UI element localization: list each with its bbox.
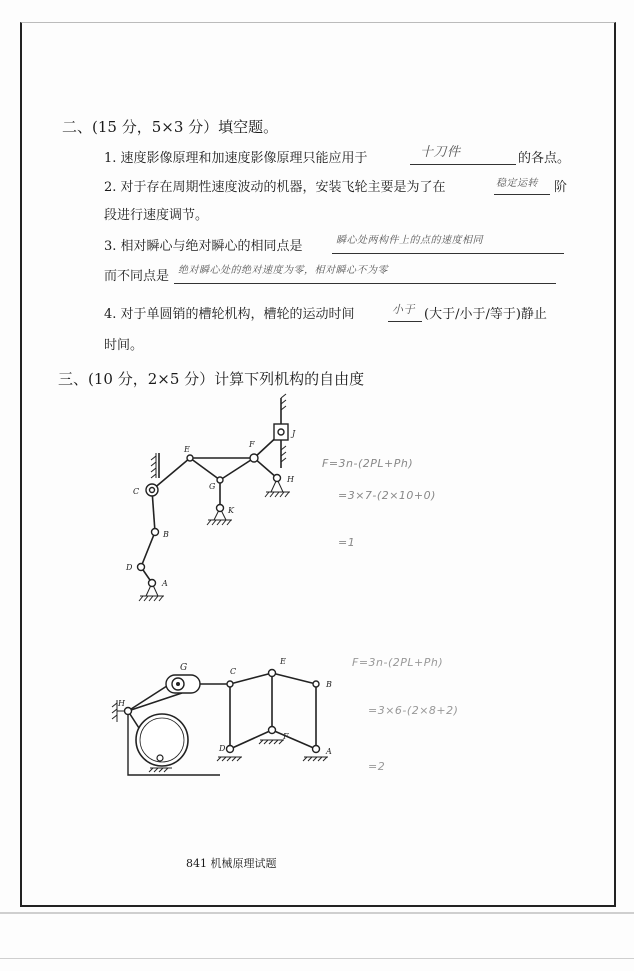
fig2-label-F: F (283, 732, 289, 741)
q1-handwritten-answer: 十刀件 (420, 145, 461, 160)
joint-B (152, 529, 159, 536)
q3-text-a: 3. 相对瞬心与绝对瞬心的相同点是 (104, 239, 303, 254)
hw-calc2-line3: =2 (368, 760, 386, 773)
q3-text-b: 而不同点是 (104, 269, 170, 284)
fig1-label-F: F (249, 440, 255, 449)
hw-calc2-line1: F=3n-(2PL+Ph) (352, 656, 444, 669)
q4-text-a: 4. 对于单圆销的槽轮机构，槽轮的运动时间 (104, 307, 355, 322)
joint-B2 (313, 681, 319, 687)
fig2-label-E: E (280, 657, 286, 666)
section3-title: 三、(10 分，2×5 分）计算下列机构的自由度 (58, 370, 365, 388)
fig1-label-E: E (184, 445, 190, 454)
fig1-label-K: K (228, 506, 234, 515)
q3-handwritten-answer-2: 绝对瞬心处的绝对速度为零，相对瞬心不为零 (178, 265, 388, 276)
joint-J (278, 429, 284, 435)
fig1-label-C: C (133, 487, 140, 496)
joint-E2 (269, 670, 276, 677)
fig1-label-J: J (292, 429, 296, 438)
q2-handwritten-answer: 稳定运转 (496, 178, 538, 189)
fig2-label-B: B (326, 680, 332, 689)
fig2-label-D: D (219, 744, 226, 753)
joint-F (250, 454, 258, 462)
hw-calc1-line2: =3×7-(2×10+0) (338, 489, 436, 502)
joint-A (149, 580, 156, 587)
joint-H (274, 475, 281, 482)
joint-K (217, 505, 224, 512)
fig1-label-G: G (209, 482, 216, 491)
q4-text-b: (大于/小于/等于)静止 (424, 307, 547, 322)
joint-A2 (313, 746, 320, 753)
fig2-label-G: G (180, 663, 188, 673)
q4-handwritten-answer: 小于 (392, 303, 415, 316)
fig2-label-A: A (326, 747, 332, 756)
hw-calc1-line3: =1 (338, 536, 356, 549)
fig1-label-D: D (126, 563, 133, 572)
joint-H2 (125, 708, 132, 715)
joint-D (138, 564, 145, 571)
page-footer: 841 机械原理试题 (186, 857, 277, 870)
q1-text-b: 的各点。 (518, 151, 571, 166)
joint-G (217, 477, 223, 483)
joint-E (187, 455, 193, 461)
joint-C2 (227, 681, 233, 687)
fig1-label-H: H (287, 475, 294, 484)
joint-F2 (269, 727, 276, 734)
q3-handwritten-answer-1: 瞬心处两构件上的点的速度相同 (336, 235, 483, 246)
hw-calc1-line1: F=3n-(2PL+Ph) (322, 457, 414, 470)
q2-text-b: 阶 (554, 180, 568, 195)
q4-text-c: 时间。 (104, 338, 144, 353)
section2-title: 二、(15 分，5×3 分）填空题。 (62, 118, 279, 136)
q2-text-a: 2. 对于存在周期性速度波动的机器，安装飞轮主要是为了在 (104, 180, 446, 195)
fig1-label-A: A (162, 579, 168, 588)
q2-text-c: 段进行速度调节。 (104, 208, 209, 223)
fig2-label-H: H (118, 699, 125, 708)
fig2-label-C: C (230, 667, 237, 676)
q1-text-a: 1. 速度影像原理和加速度影像原理只能应用于 (104, 151, 368, 166)
joint-D2 (227, 746, 234, 753)
hw-calc2-line2: =3×6-(2×8+2) (368, 704, 459, 717)
fig1-label-B: B (163, 530, 169, 539)
